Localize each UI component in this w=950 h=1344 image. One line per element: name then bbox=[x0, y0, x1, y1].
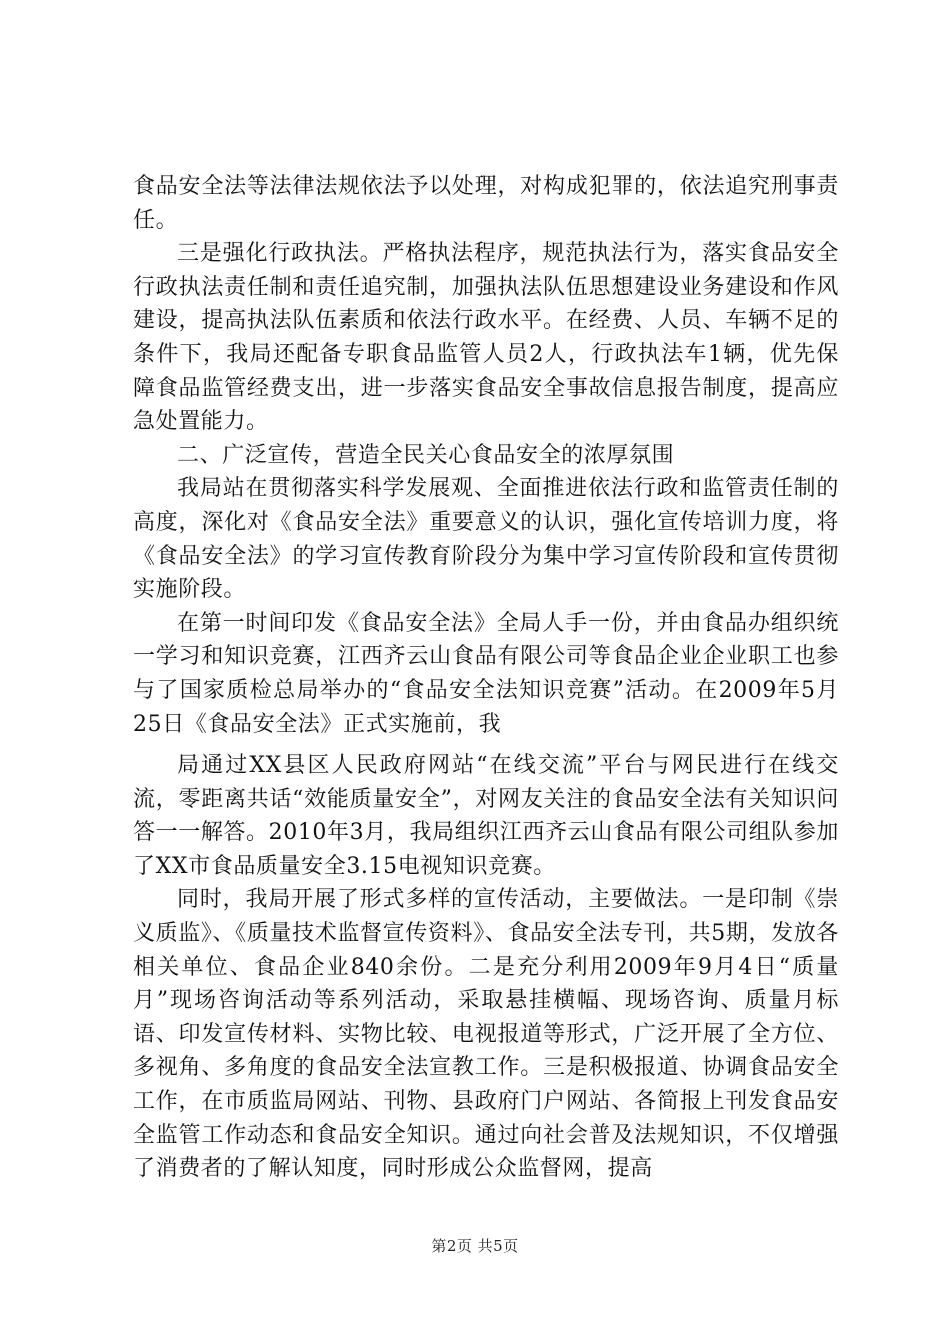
page-number-label: 第2页 共5页 bbox=[431, 1237, 519, 1255]
paragraph-2: 三是强化行政执法。严格执法程序，规范执法行为，落实食品安全行政执法责任制和责任追究制，加强执法队伍思想建设业务建设和作风建设，提高执法队伍素质和依法行政水平。在经费、人员、车辆不足的条件下，我局还配备专职食品监管人员2人，行政执法车1辆，优先保障食品监管经费支出，进一步落实食品安全事故信息报告制度，提高应急处置能力。 bbox=[133, 241, 839, 435]
paragraph-5: 局通过XX县区人民政府网站“在线交流”平台与网民进行在线交流，零距离共话“效能质量安全”，对网友关注的食品安全法有关知识问答一一解答。2010年3月，我局组织江西齐云山食品有限公司组队参加了XX市食品质量安全3.15电视知识竞赛。 bbox=[133, 753, 839, 879]
paragraph-3: 我局站在贯彻落实科学发展观、全面推进依法行政和监管责任制的高度，深化对《食品安全法》重要意义的认识，强化宣传培训力度，将《食品安全法》的学习宣传教育阶段分为集中学习宣传阶段和宣传贯彻实施阶段。 bbox=[133, 476, 839, 603]
page-footer bbox=[0, 1235, 950, 1256]
paragraph-4: 在第一时间印发《食品安全法》全局人手一份，并由食品办组织统一学习和知识竞赛，江西齐云山食品有限公司等食品企业企业职工也参与了国家质检总局举办的“食品安全法知识竞赛”活动。在2009年5月25日《食品安全法》正式实施前，我 bbox=[133, 610, 839, 737]
section-heading: 二、广泛宣传，营造全民关心食品安全的浓厚氛围 bbox=[177, 442, 675, 468]
paragraph-6: 同时，我局开展了形式多样的宣传活动，主要做法。一是印制《崇义质监》、《质量技术监督宣传资料》、食品安全法专刊，共5期，发放各相关单位、食品企业840余份。二是充分利用2009年9月4日“质量月”现场咨询活动等系列活动，采取悬挂横幅、现场咨询、质量月标语、印发宣传材料、实物比较、电视报道等形式，广泛开展了全方位、多视角、多角度的食品安全法宣教工作。三是积极报道、协调食品安全工作，在市质监局网站、刊物、县政府门户网站、各简报上刊发食品安全监管工作动态和食品安全知识。通过向社会普及法规知识，不仅增强了消费者的了解认知度，同时形成公众监督网，提高 bbox=[133, 887, 839, 1182]
paragraph-1: 食品安全法等法律法规依法予以处理，对构成犯罪的，依法追究刑事责任。 bbox=[133, 174, 839, 233]
document-body bbox=[133, 170, 839, 1186]
